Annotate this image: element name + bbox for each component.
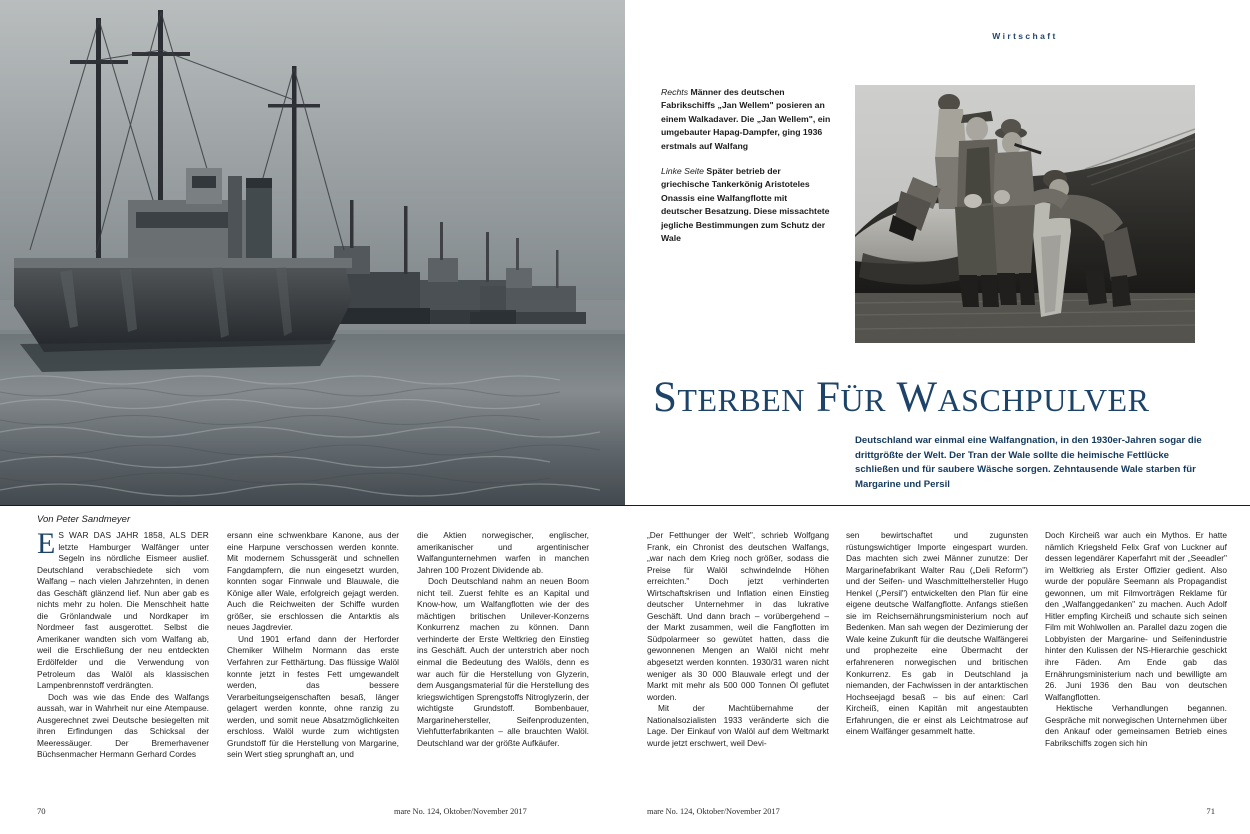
caption-lead-in: Linke Seite (661, 166, 704, 177)
headline-word3-rest: ASCHPULVER (937, 382, 1150, 418)
headline-word2-cap: F (816, 374, 841, 421)
paragraph: Doch Deutschland nahm an neuen Boom nicht teil. Zuerst fehlte es an Kapital und Know-how, um Walfangflotten wie der des mächtigen britischen Unilever-Konzerns Konkurrenz machen zu können. Dann verhinderte der Erste Weltkrieg den Einstieg ins Geschäft. Auch der unterstrich aber noch einmal die Bedeutung des Walöls, denn es war auch für die Herstellung von Glyzerin, dem Ausgangsmaterial für die Herstellung des kriegswichtigen Sprengstoffs Nitroglyzerin, der wichtigste Grundstoff. Bombenbauer, Margarinehersteller, Seifenproduzenten, Viehfutterfabrikanten – alle brauchten Walöl. Deutschland war der größte Aufkäufer. (417, 576, 589, 748)
paragraph: „Der Fetthunger der Welt", schrieb Wolfgang Frank, ein Chronist des deutschen Walfangs, „war nach dem Krieg noch größer, sodass die Preise für Walöl schwindelnde Höhen erreichten." Doch jetzt verhinderten Wirtschaftskrisen und Inflation einen Einstieg deutscher Unternehmer in das lukrative Geschäft. Und dann brach – vorübergehend – der Markt zusammen, weil die Fangflotten im Südpolarmeer so gewütet hatten, dass die gewonnenen Mengen an Walöl nicht mehr abgesetzt werden konnten. 1930/31 waren nicht weniger als 30 000 Blauwale erlegt und der Markt mit mehr als 500 000 Tonnen Öl geflutet worden. (647, 530, 829, 702)
byline (37, 514, 130, 525)
page-number-right: 71 (1206, 806, 1215, 816)
drop-cap: E (37, 527, 56, 560)
column-6 (1045, 530, 1227, 749)
source-line-right: mare No. 124, Oktober/November 2017 (647, 807, 780, 816)
page-number-left: 70 (37, 806, 46, 816)
headline-word1-rest: TERBEN (677, 382, 805, 418)
whalers-on-carcass-photo (855, 85, 1195, 343)
right-page (625, 0, 1250, 834)
byline-text: Von Peter Sandmeyer (37, 514, 131, 525)
caption-block (661, 86, 831, 245)
whaling-fleet-photo (0, 0, 625, 505)
page-title (653, 374, 1219, 424)
left-page-columns (37, 527, 589, 761)
headline-word2-rest: ÜR (840, 382, 886, 418)
caption-text: Männer des deutschen Fabrikschiffs „Jan Wellem" posieren an einem Walkadaver. Die „Jan Wellem", ein umgebauter Hapag-Dampfer, ging 1936 erstmals auf Walfang (661, 87, 831, 151)
caption-right-photo (661, 86, 831, 153)
lead-in-text: S WAR DAS JAHR 1858, ALS DER (58, 530, 209, 540)
deck-text: Deutschland war einmal eine Walfangnation, in den 1930er-Jahren sogar die drittgrößte der Welt. Der Tran der Wale sollte die heimische Fettlücke schließen und für saubere Wäsche sorgen. Zehntausende Wale starben für Margarine und Persil (855, 435, 1202, 490)
paragraph (37, 527, 209, 692)
paragraph: Mit der Machtübernahme der Nationalsozialisten 1933 veränderte sich die Lage. Der Einkauf von Walöl auf dem Weltmarkt wurde jetzt erschwert, weil Devi- (647, 703, 829, 748)
left-page-rule (0, 505, 625, 506)
headline-word1-cap: S (653, 374, 678, 421)
column-2 (227, 530, 399, 761)
paragraph: Doch Kircheiß war auch ein Mythos. Er hatte nämlich Kriegsheld Felix Graf von Luckner auf dessen legendärer Kaperfahrt mit der „Seeadler" im Weltkrieg als Erster Offizier gedient. Also wurde der populäre Seemann als Propagandist gewonnen, um mit Filmvorträgen Reklame für den „Walfanggedanken" zu machen. Auch Adolf Hitler empfing Kircheiß und schaute sich seinen Film mit Wohlwollen an. Parallel dazu zogen die Lobbyisten der Margarine- und Seifenindustrie hinter den Kulissen der NS-Hierarchie geschickt ihre Fäden. Am Ende gab das Ernährungsministerium nach und bewilligte am 26. Juni 1936 den Bau von deutschen Walfangflotten. (1045, 530, 1227, 702)
running-head: Wirtschaft (992, 31, 1058, 41)
paragraph: Doch was wie das Ende des Walfangs aussah, war in Wahrheit nur eine Atempause. Ausgerechnet zwei Deutsche besiegelten mit ihren Erfindungen das Schicksal der Meeressäuger. Der Bremerhavener Büchsenmacher Hermann Gerhard Cordes (37, 691, 209, 760)
paragraph: Und 1901 erfand dann der Herforder Chemiker Wilhelm Normann das erste Verfahren zur Fetthärtung. Das flüssige Walöl konnte jetzt in festes Fett umgewandelt werden, das bessere Verarbeitungseigenschaften besaß, länger gelagert werden konnte, ohne ranzig zu werden, und somit neue Absatzmöglichkeiten erschloss. Walöl wurde zum wichtigsten Grundstoff für die Herstellung von Margarine, sein Wert stieg sprunghaft an, und (227, 633, 399, 760)
paragraph: Hektische Verhandlungen begannen. Gespräche mit norwegischen Unternehmen über den Ankauf oder gemeinsamen Betrieb eines Fabrikschiffs zogen sich hin (1045, 703, 1227, 748)
paragraph: die Aktien norwegischer, englischer, amerikanischer und argentinischer Walfangunternehmen warfen in manchen Jahren 100 Prozent Dividende ab. (417, 530, 589, 575)
paragraph: ersann eine schwenkbare Kanone, aus der eine Harpune verschossen werden konnte. Mit modernem Schussgerät und schnellen Fangdampfern, die nun eingesetzt wurden, konnten sogar Finnwale und Blauwale, die Könige aller Wale, erfolgreich gejagt werden. Auch die Reichweiten der Schiffe wurden größer, sie erschlossen die Antarktis als neues Jagdrevier. (227, 530, 399, 633)
paragraph-text: letzte Hamburger Walfänger unter Segeln ins nördliche Eismeer auslief. Deutschland verabschiedete sich vom Walfang – nach vielen Jahrzehnten, in denen das Geschäft glänzend lief. Nun aber gab es nichts mehr zu holen. Die Menschheit hatte die Grönlandwale und Nordkaper im Nordmeer fast ausgerottet. Selbst die Amerikaner wandten sich vom Walfang ab, weil die Erschließung der neu entdeckten Erdölfelder und die Verwendung von Petroleum das Walöl als klassischen Lampenbrennstoff verdrängten. (37, 541, 209, 691)
right-page-columns (647, 530, 1227, 749)
right-page-rule (625, 505, 1250, 506)
source-line-left: mare No. 124, Oktober/November 2017 (394, 807, 527, 816)
column-5 (846, 530, 1028, 749)
column-4 (647, 530, 829, 749)
caption-lead-in: Rechts (661, 87, 689, 97)
headline-word3-cap: W (896, 374, 938, 421)
column-1 (37, 527, 209, 761)
caption-text: Später betrieb der griechische Tankerkönig Aristoteles Onassis eine Walfangflotte mit deutscher Besatzung. Diese missachtete jegliche Bestimmungen zum Schutz der Wale (661, 166, 830, 244)
caption-left-photo (661, 165, 831, 245)
column-3 (417, 530, 589, 761)
paragraph: sen bewirtschaftet und zugunsten rüstungswichtiger Importe eingespart wurden. Das machten sich zwei Männer zunutze: Der Margarinefabrikant Walter Rau („Deli Reform") und der Seifen- und Waschmittelhersteller Hugo Henkel („Persil") entwickelten den Plan für eine eigene deutsche Walfangflotte. Anfangs stießen sie im Reichsernährungsministerium noch auf Bedenken. Man sah wegen der Dezimierung der Wale keine Zukunft für die deutsche Walfängerei und prophezeite eine Übermacht der erfahreneren norwegischen und britischen Konkurrenz. Es gab in Deutschland ja niemanden, der Fachwissen in der antarktischen Hochseejagd besaß – bis auf einen: Carl Kircheiß, einen Kapitän mit angestaubten Erfahrungen, die er einst als Leichtmatrose auf einem Walfänger gesammelt hatte. (846, 530, 1028, 737)
